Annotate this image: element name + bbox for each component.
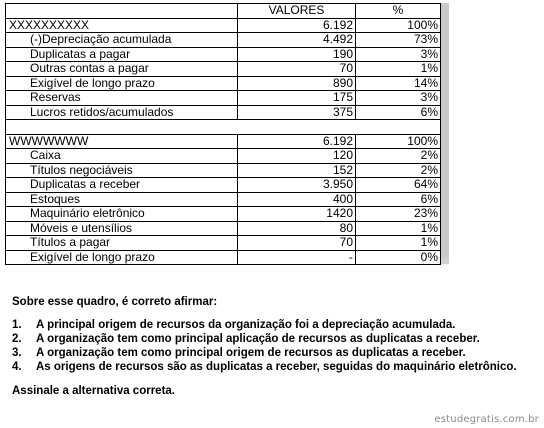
table-row (6, 221, 441, 236)
table-row (6, 33, 441, 48)
row-label: Caixa (6, 149, 238, 164)
table-row (6, 236, 441, 251)
row-valor: 152 (238, 163, 356, 178)
row-percent: 3% (356, 47, 441, 62)
row-percent: 2% (356, 163, 441, 178)
row-label: XXXXXXXXXX (6, 18, 238, 33)
row-valor: 175 (238, 91, 356, 106)
option-text: A principal origem de recursos da organização foi a depreciação acumulada. (36, 319, 456, 331)
table-row (6, 105, 441, 120)
option-text: A organização tem como principal aplicação de recursos as duplicatas a receber. (36, 333, 480, 345)
row-percent (356, 120, 441, 135)
row-percent: 64% (356, 178, 441, 193)
row-valor: - (238, 250, 356, 265)
balance-table (5, 3, 441, 265)
row-valor (238, 120, 356, 135)
question-prompt: Sobre esse quadro, é correto afirmar: (12, 296, 218, 308)
row-label: Duplicatas a receber (6, 178, 238, 193)
table-spacer-row (6, 120, 441, 135)
row-valor: 1420 (238, 207, 356, 222)
header-percent: % (356, 4, 441, 19)
row-label: Exigível de longo prazo (6, 76, 238, 91)
table-row (6, 18, 441, 33)
table-row (6, 91, 441, 106)
row-valor: 70 (238, 62, 356, 77)
row-valor: 4.492 (238, 33, 356, 48)
row-label: Maquinário eletrônico (6, 207, 238, 222)
row-percent: 1% (356, 62, 441, 77)
table-row (6, 134, 441, 149)
row-label: WWWWWWW (6, 134, 238, 149)
row-percent: 100% (356, 18, 441, 33)
row-percent: 0% (356, 250, 441, 265)
watermark: estudegratis.com.br (434, 414, 539, 425)
option-text: As origens de recursos são as duplicatas a receber, seguidas do maquinário eletrônico. (36, 361, 517, 373)
table-row (6, 76, 441, 91)
row-label: Lucros retidos/acumulados (6, 105, 238, 120)
row-percent: 14% (356, 76, 441, 91)
row-label: Títulos negociáveis (6, 163, 238, 178)
header-valores: VALORES (238, 4, 356, 19)
row-percent: 1% (356, 221, 441, 236)
row-valor: 80 (238, 221, 356, 236)
row-valor: 190 (238, 47, 356, 62)
header-label-cell (6, 4, 238, 19)
table-row (6, 250, 441, 265)
row-label: Reservas (6, 91, 238, 106)
row-valor: 120 (238, 149, 356, 164)
row-label (6, 120, 238, 135)
row-percent: 1% (356, 236, 441, 251)
table-row (6, 47, 441, 62)
row-valor: 890 (238, 76, 356, 91)
table-header-row (6, 4, 441, 19)
row-label: Exigível de longo prazo (6, 250, 238, 265)
table-row (6, 163, 441, 178)
row-valor: 400 (238, 192, 356, 207)
option-number: 1. (12, 319, 22, 331)
row-percent: 6% (356, 105, 441, 120)
row-percent: 23% (356, 207, 441, 222)
row-percent: 6% (356, 192, 441, 207)
row-valor: 6.192 (238, 18, 356, 33)
row-percent: 100% (356, 134, 441, 149)
row-valor: 6.192 (238, 134, 356, 149)
option-number: 4. (12, 361, 22, 373)
table-row (6, 192, 441, 207)
row-label: Estoques (6, 192, 238, 207)
table-row (6, 178, 441, 193)
row-percent: 73% (356, 33, 441, 48)
balance-table-body (6, 4, 441, 265)
table-shadow-right (441, 3, 449, 261)
option-number: 3. (12, 347, 22, 359)
row-percent: 2% (356, 149, 441, 164)
row-valor: 70 (238, 236, 356, 251)
row-label: Móveis e utensílios (6, 221, 238, 236)
row-label: Duplicatas a pagar (6, 47, 238, 62)
row-label: Outras contas a pagar (6, 62, 238, 77)
row-label: Títulos a pagar (6, 236, 238, 251)
row-percent: 3% (356, 91, 441, 106)
table-row (6, 149, 441, 164)
row-label: (-)Depreciação acumulada (6, 33, 238, 48)
row-valor: 3.950 (238, 178, 356, 193)
question-instruction: Assinale a alternativa correta. (12, 385, 175, 397)
table-row (6, 207, 441, 222)
table-row (6, 62, 441, 77)
option-number: 2. (12, 333, 22, 345)
option-text: A organização tem como principal origem de recursos as duplicatas a receber. (36, 347, 466, 359)
row-valor: 375 (238, 105, 356, 120)
